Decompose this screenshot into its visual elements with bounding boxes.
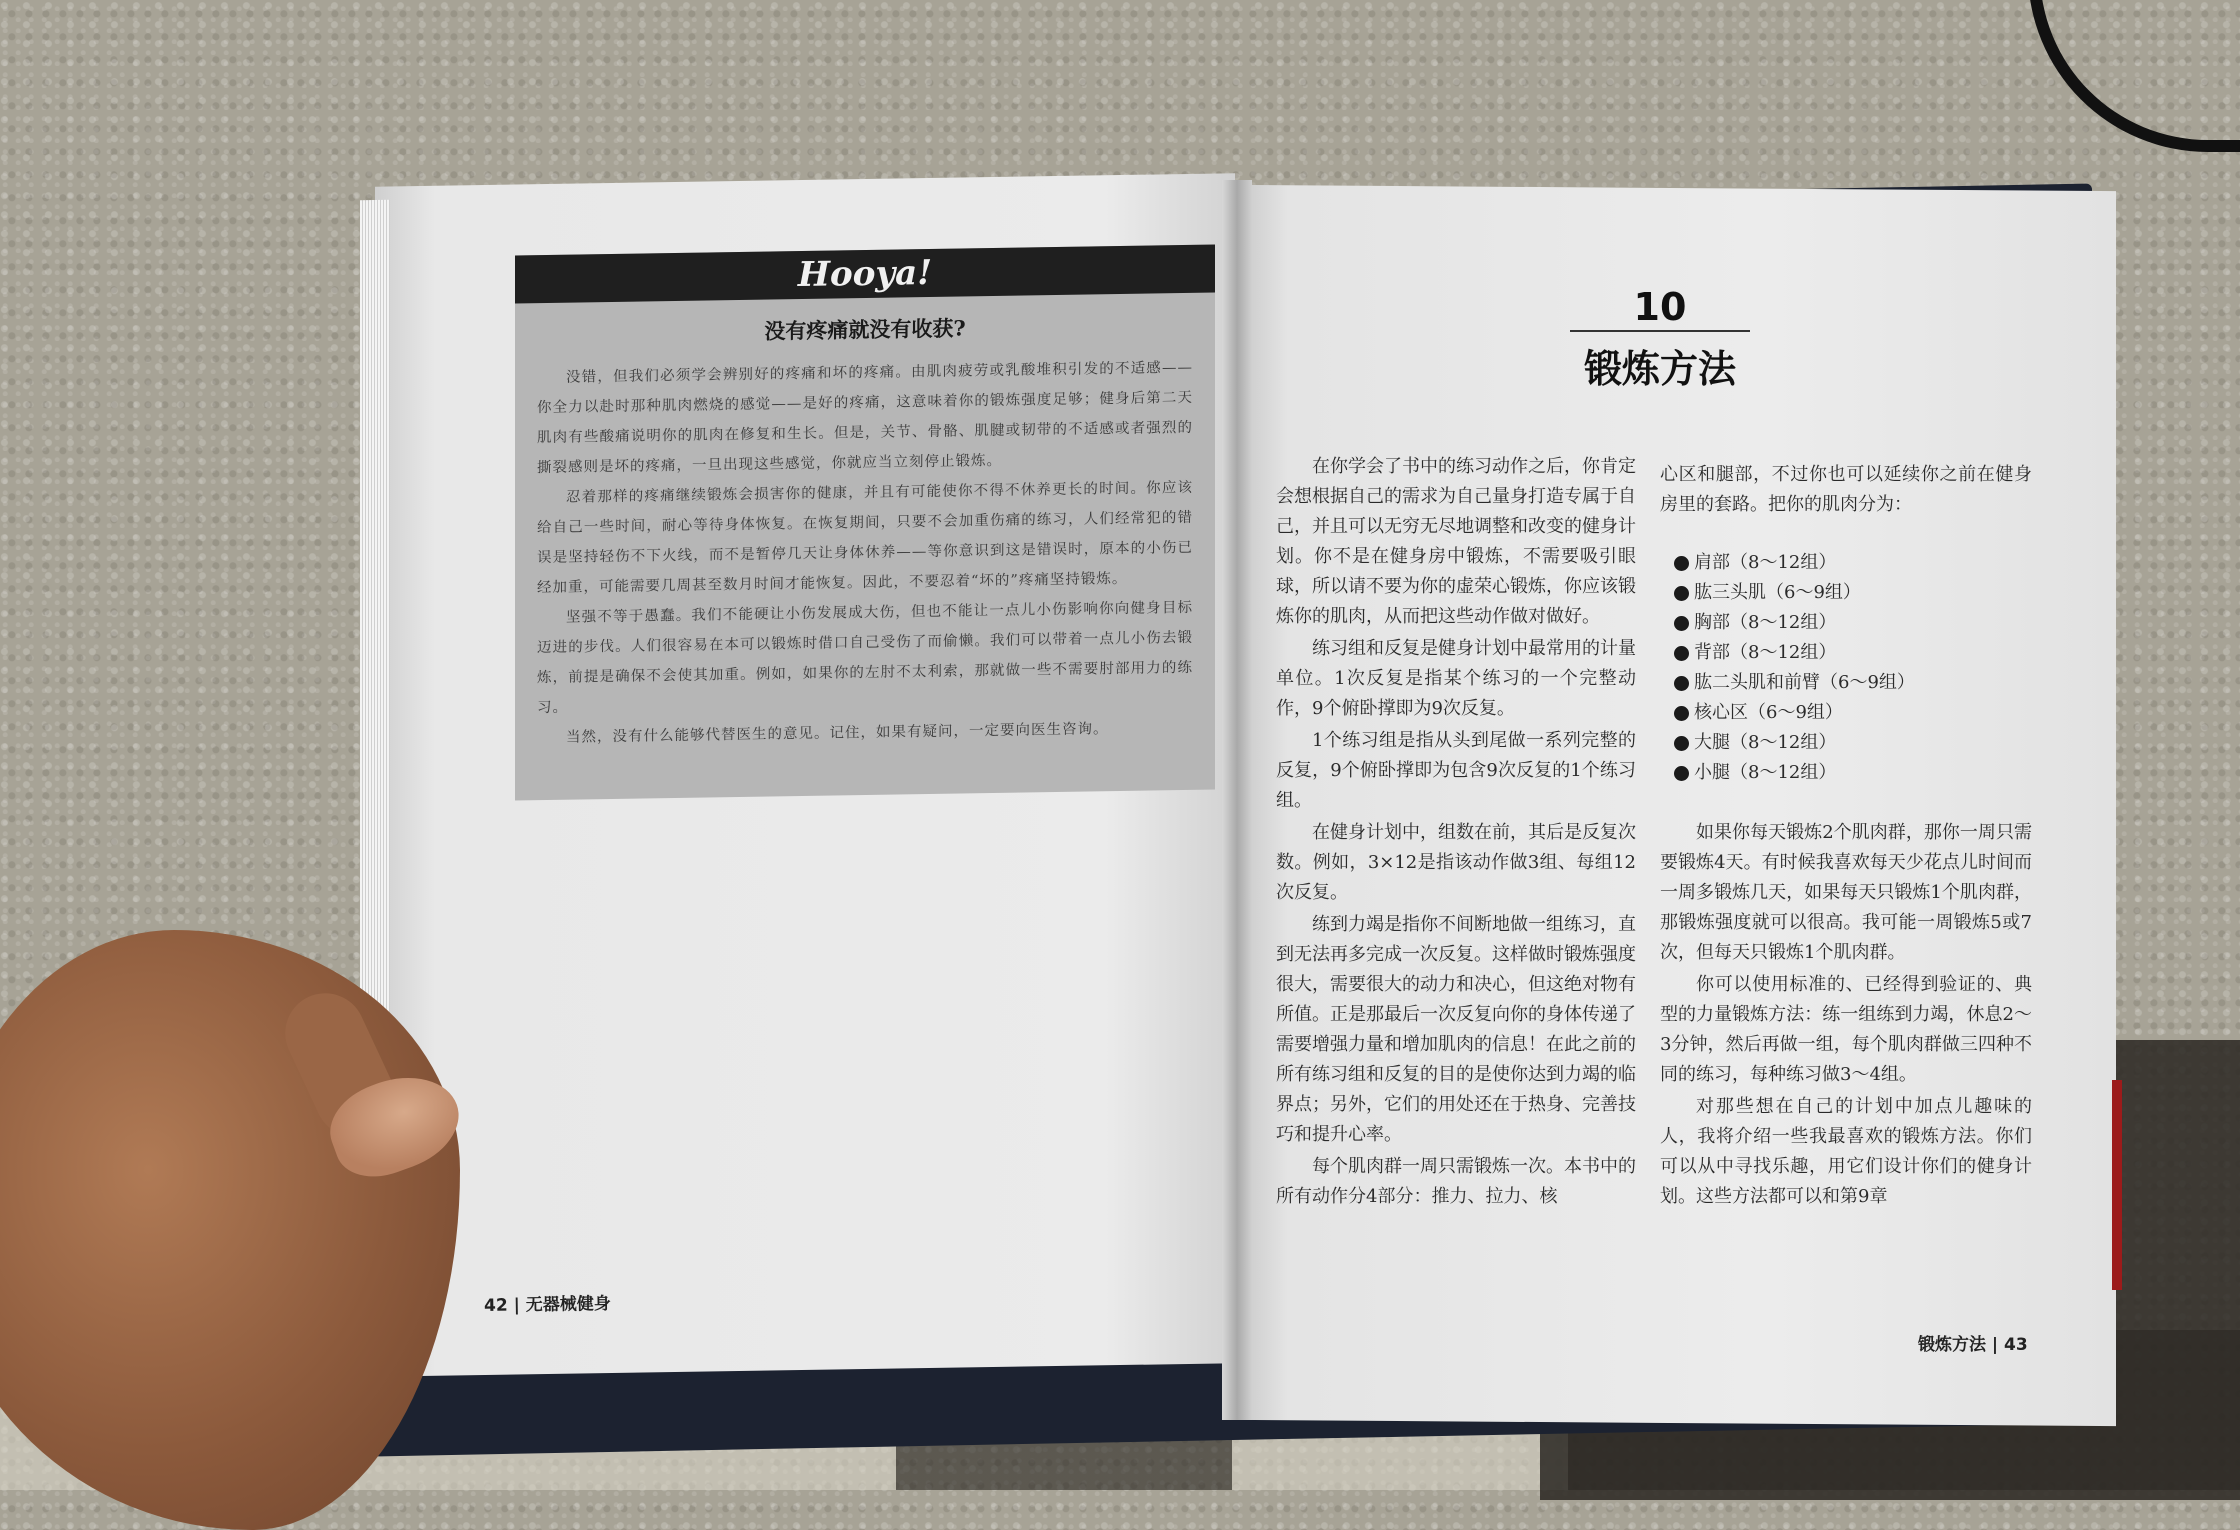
body-paragraph: 在你学会了书中的练习动作之后，你肯定会想根据自己的需求为自己量身打造专属于自己，并且可以无穷无尽地调整和改变的健身计划。你不是在健身房中锻炼，不需要吸引眼球，所以请不要为你的虚荣心锻炼，你应该锻炼你的肌肉，从而把这些动作做对做好。	[1276, 456, 1636, 627]
hooya-sidebar-box	[515, 245, 1215, 801]
chapter-title: 锻炼方法	[1583, 347, 1736, 391]
muscle-group-list	[1660, 548, 2032, 788]
body-paragraph: 在健身计划中，组数在前，其后是反复次数。例如，3×12是指该动作做3组、每组12次反复。	[1276, 822, 1636, 903]
list-item	[1660, 578, 2032, 608]
list-item	[1660, 608, 2032, 638]
list-item-label: 大腿（8～12组）	[1694, 732, 1837, 753]
list-item-label: 小腿（8～12组）	[1694, 762, 1837, 783]
list-item	[1660, 548, 2032, 578]
body-paragraph: 练习组和反复是健身计划中最常用的计量单位。1次反复是指某个练习的一个完整动作，9个俯卧撑即为9次反复。	[1276, 638, 1636, 719]
box-paragraph: 坚强不等于愚蠢。我们不能硬让小伤发展成大伤，但也不能让一点儿小伤影响你向健身目标迈进的步伐。人们很容易在本可以锻炼时借口自己受伤了而偷懒。我们可以带着一点儿小伤去锻炼，前提是确保不会使其加重。例如，如果你的左肘不太利索，那就做一些不需要肘部用力的练习。	[537, 599, 1193, 717]
bullet-icon	[1674, 676, 1689, 691]
list-item	[1660, 728, 2032, 758]
left-page-footer: 42 | 无器械健身	[483, 1294, 611, 1316]
box-paragraph: 当然，没有什么能够代替医生的意见。记住，如果有疑问，一定要向医生咨询。	[566, 721, 1109, 746]
list-item-label: 核心区（6～9组）	[1694, 702, 1843, 723]
bullet-icon	[1674, 766, 1689, 781]
body-paragraph: 你可以使用标准的、已经得到验证的、典型的力量锻炼方法：练一组练到力竭，休息2～3分钟，然后再做一组，每个肌肉群做三四种不同的练习，每种练习做3～4组。	[1660, 974, 2032, 1085]
body-paragraph: 练到力竭是指你不间断地做一组练习，直到无法再多完成一次反复。这样做时锻炼强度很大，需要很大的动力和决心，但这绝对物有所值。正是那最后一次反复向你的身体传递了需要增强力量和增加肌肉的信息！在此之前的所有练习组和反复的目的是使你达到力竭的临界点；另外，它们的用处还在于热身、完善技巧和提升心率。	[1276, 914, 1636, 1145]
box-paragraph: 没错，但我们必须学会辨别好的疼痛和坏的疼痛。由肌肉疲劳或乳酸堆积引发的不适感——你全力以赴时那种肌肉燃烧的感觉——是好的疼痛，这意味着你的锻炼强度足够；健身后第二天肌肉有些酸痛说明你的肌肉在修复和生长。但是，关节、骨骼、肌腱或韧带的不适感或者强烈的撕裂感则是坏的疼痛，一旦出现这些感觉，你就应当立刻停止锻炼。	[537, 359, 1193, 477]
bullet-icon	[1674, 706, 1689, 721]
body-paragraph: 1个练习组是指从头到尾做一系列完整的反复，9个俯卧撑即为包含9次反复的1个练习组。	[1276, 730, 1636, 811]
book-gutter	[1222, 180, 1252, 1420]
bullet-icon	[1674, 556, 1689, 571]
hooya-banner: Hooya!	[515, 245, 1215, 304]
bullet-icon	[1674, 586, 1689, 601]
list-item-label: 肱三头肌（6～9组）	[1694, 582, 1861, 603]
list-item	[1660, 668, 2032, 698]
body-paragraph: 每个肌肉群一周只需锻炼一次。本书中的所有动作分4部分：推力、拉力、核	[1276, 1156, 1636, 1207]
hooya-box-text	[537, 353, 1193, 753]
list-item-label: 背部（8～12组）	[1694, 642, 1837, 663]
list-item	[1660, 758, 2032, 788]
list-item-label: 胸部（8～12组）	[1694, 612, 1837, 633]
body-paragraph: 心区和腿部，不过你也可以延续你之前在健身房里的套路。把你的肌肉分为：	[1660, 464, 2032, 515]
hooya-box-title: 没有疼痛就没有收获?	[764, 315, 966, 344]
chapter-number: 10	[1633, 285, 1687, 329]
red-bookmark-right	[2112, 1080, 2122, 1290]
bullet-icon	[1674, 616, 1689, 631]
right-page-footer: 锻炼方法 | 43	[1918, 1335, 2028, 1355]
body-paragraph: 如果你每天锻炼2个肌肉群，那你一周只需要锻炼4天。有时候我喜欢每天少花点儿时间而一周多锻炼几天，如果每天只锻炼1个肌肉群，那锻炼强度就可以很高。我可能一周锻炼5或7次，但每天只锻炼1个肌肉群。	[1660, 822, 2032, 963]
list-item	[1660, 698, 2032, 728]
bullet-icon	[1674, 646, 1689, 661]
black-cable	[2028, 0, 2240, 152]
bullet-icon	[1674, 736, 1689, 751]
right-page-column-2	[1660, 460, 2032, 1214]
list-item-label: 肩部（8～12组）	[1694, 552, 1837, 573]
body-paragraph: 对那些想在自己的计划中加点儿趣味的人，我将介绍一些我最喜欢的锻炼方法。你们可以从中寻找乐趣，用它们设计你们的健身计划。这些方法都可以和第9章	[1660, 1096, 2032, 1207]
list-item	[1660, 638, 2032, 668]
list-item-label: 肱二头肌和前臂（6～9组）	[1694, 672, 1915, 693]
chapter-divider	[1570, 330, 1750, 332]
right-page-column-1	[1276, 452, 1636, 1214]
box-paragraph: 忍着那样的疼痛继续锻炼会损害你的健康，并且有可能使你不得不休养更长的时间。你应该给自己一些时间，耐心等待身体恢复。在恢复期间，只要不会加重伤痛的练习，人们经常犯的错误是坚持轻伤不下火线，而不是暂停几天让身体休养——等你意识到这是错误时，原本的小伤已经加重，可能需要几周甚至数月时间才能恢复。因此，不要忍着“坏的”疼痛坚持锻炼。	[537, 479, 1193, 597]
